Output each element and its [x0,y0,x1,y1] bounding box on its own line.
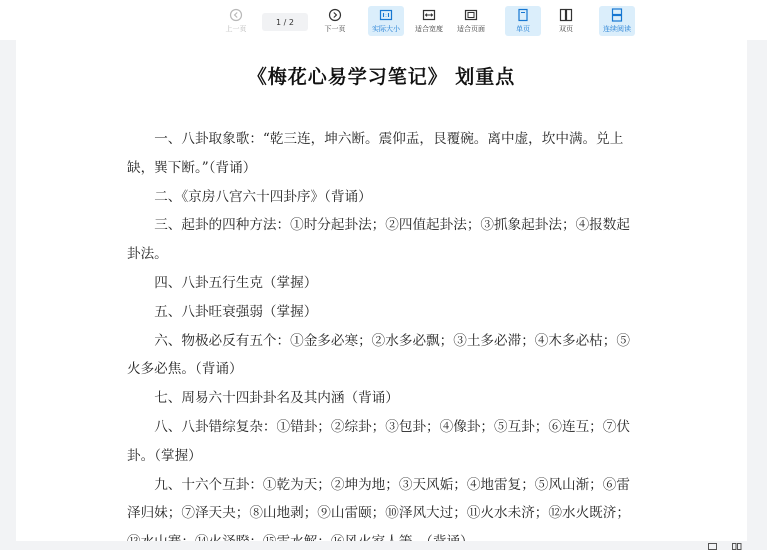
double-page-button[interactable] [548,6,584,36]
single-page-icon [516,8,530,22]
paragraph-7: 七、周易六十四卦卦名及其内涵（背诵） [154,390,399,407]
arrow-down-icon [328,8,342,22]
document-body [127,125,643,550]
single-page-button[interactable] [505,6,541,36]
paragraph-8: 八、八卦错综复杂：①错卦；②综卦；③包卦；④像卦；⑤互卦；⑥连互；⑦伏卦。（掌握） [127,418,630,464]
vertical-scrollbar[interactable] [747,40,767,550]
paragraph-2: 二、《京房八宫六十四卦序》（背诵） [154,188,372,205]
actual-size-icon [379,8,393,22]
paragraph-9: 九、十六个互卦：①乾为天；②坤为地；③天风姤；④地雷复；⑤风山渐；⑥雷泽归妹；⑦泽天夬；⑧山地剥；⑨山雷颐；⑩泽风大过；⑪火水未济；⑫水火既济； [127,476,630,522]
double-page-icon [559,8,573,22]
document-title: 《梅花心易学习笔记》 划重点 [247,66,516,88]
paragraph-1: 一、八卦取象歌：“乾三连，坤六断。震仰盂，艮覆碗。离中虚，坎中满。兑上缺，巽下断。”（背诵） [127,131,624,176]
page-number-input[interactable]: 1 / 2 [262,13,308,31]
paragraph-6: 六、物极必反有五个：①金多必寒；②水多必飘；③土多必滞；④木多必枯；⑤火多必焦。（背诵） [127,332,630,378]
prev-page-button[interactable] [218,6,254,36]
fit-width-label: 适合宽度 [415,25,443,33]
continuous-reading-button[interactable] [599,6,635,36]
paragraph-4: 四、八卦五行生克（掌握） [154,274,318,291]
document-page [16,40,747,550]
status-bar [0,541,767,550]
fit-page-icon [464,8,478,22]
arrow-up-icon [229,8,243,22]
prev-page-label: 上一页 [225,25,247,33]
paragraph-3: 三、起卦的四种方法：①时分起卦法；②四值起卦法；③抓象起卦法；④报数起卦法。 [127,217,630,263]
paragraph-5: 五、八卦旺衰强弱（掌握） [154,303,318,320]
actual-size-label: 实际大小 [372,25,400,33]
fit-width-icon [422,8,436,22]
continuous-reading-icon [610,8,624,22]
fit-page-button[interactable] [453,6,489,36]
fit-page-label: 适合页面 [457,25,485,33]
layout-icon[interactable] [731,542,743,550]
zoom-icon[interactable] [707,542,719,550]
fit-width-button[interactable] [411,6,447,36]
single-page-label: 单页 [516,25,530,33]
double-page-label: 双页 [559,25,573,33]
next-page-label: 下一页 [324,25,346,33]
actual-size-button[interactable] [368,6,404,36]
next-page-button[interactable] [317,6,353,36]
viewer-toolbar [0,0,767,40]
continuous-reading-label: 连续阅读 [603,25,631,33]
